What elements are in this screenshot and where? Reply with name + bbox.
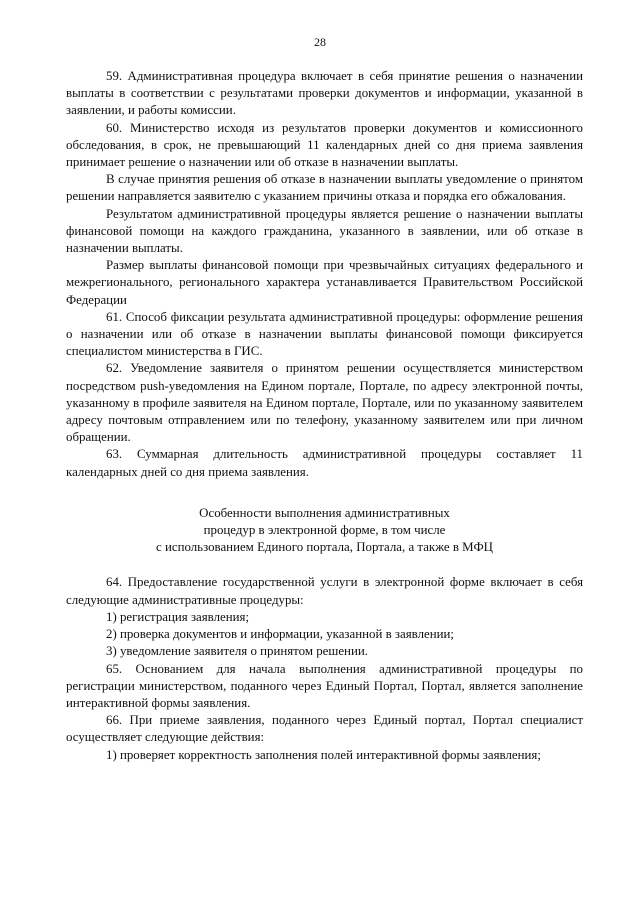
paragraph-66: 66. При приеме заявления, поданного через Единый портал, Портал специалист осуществляет следующие действия: <box>66 713 583 745</box>
paragraph-65: 65. Основанием для начала выполнения административной процедуры по регистрации министерством, поданного через Единый Портал, Портал, является заполнение интерактивной формы заявления. <box>66 661 583 710</box>
document-body <box>66 68 583 764</box>
list-item: 3) уведомление заявителя о принятом решении. <box>106 644 368 659</box>
paragraph-62: 62. Уведомление заявителя о принятом решении осуществляется министерством посредством push-уведомления на Едином портале, Портале, по адресу электронной почты, указанному в профиле заявителя на Едином портале, Портале, или по указанному заявителем адресу почтовым отправлением или по телефону, указанному заявителем или при личном обращении. <box>66 361 583 445</box>
paragraph-64: 64. Предоставление государственной услуги в электронной форме включает в себя следующие административные процедуры: <box>66 575 583 607</box>
paragraph-63: 63. Суммарная длительность административной процедуры составляет 11 календарных дней со дня приема заявления. <box>66 447 583 479</box>
section-heading-line: процедур в электронной форме, в том числе <box>203 523 446 538</box>
paragraph-payment-amount: Размер выплаты финансовой помощи при чрезвычайных ситуациях федерального и межрегионального, регионального характера устанавливается Правительством Российской Федерации <box>66 258 583 307</box>
section-heading-line: Особенности выполнения административных <box>199 505 450 520</box>
list-item: 2) проверка документов и информации, указанной в заявлении; <box>106 627 455 642</box>
page-number: 28 <box>314 35 326 49</box>
paragraph-procedure-result: Результатом административной процедуры является решение о назначении выплаты финансовой помощи на каждого гражданина, указанного в заявлении, или об отказе в назначении выплаты. <box>66 206 583 256</box>
paragraph-refusal-notice: В случае принятия решения об отказе в назначении выплаты уведомление о принятом решении направляется заявителю с указанием причины отказа и порядка его обжалования. <box>66 172 583 204</box>
paragraph-66-item-1: 1) проверяет корректность заполнения полей интерактивной формы заявления; <box>106 747 541 762</box>
paragraph-60: 60. Министерство исходя из результатов проверки документов и комиссионного обследования, в срок, не превышающий 11 календарных дней со дня приема заявления принимает решение о назначении или об отказе в назначении выплаты. <box>66 120 583 170</box>
list-item: 1) регистрация заявления; <box>106 609 250 624</box>
section-heading-line: с использованием Единого портала, Портала, а также в МФЦ <box>156 540 493 555</box>
section-heading <box>66 505 583 557</box>
paragraph-59: 59. Административная процедура включает в себя принятие решения о назначении выплаты в соответствии с результатами проверки документов и информации, указанной в заявлении, и работы комиссии. <box>66 69 583 118</box>
paragraph-61: 61. Способ фиксации результата административной процедуры: оформление решения о назначении или об отказе в назначении выплаты финансовой помощи фиксируется специалистом министерства в ГИС. <box>66 309 583 359</box>
